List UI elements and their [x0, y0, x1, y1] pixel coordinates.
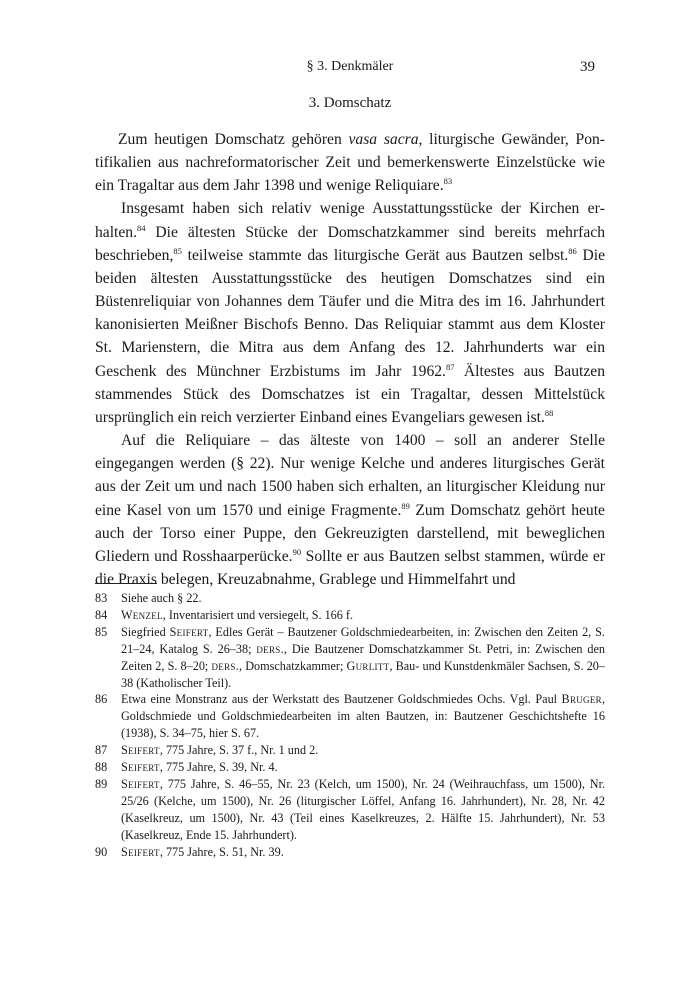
footnote	[95, 742, 605, 759]
text-run: , Inventarisiert und versiegelt, S. 166 f.	[162, 607, 354, 622]
footnote-number: 87	[95, 743, 108, 758]
text-run: , 775 Jahre, S. 46–55, Nr. 23 (Kelch, um 1500), Nr. 24 (Weihrauchfass, um 1500), Nr. 25/26 (Kelche, um 1500), Nr. 26 (liturgischer Löffel, Anfang 16. Jahrhundert), Nr. 28, Nr. 42 (Kaselkreuz, um 1500), Nr. 43 (Teil eines Kaselkreuzes, 2. Hälfte 15. Jahrhundert), Nr. 53 (Kaselkreuz, Ende 15. Jahrhundert).	[121, 776, 605, 842]
text-run: teilweise stammte das liturgische Gerät aus Bautzen selbst.	[181, 246, 569, 264]
paragraph	[95, 197, 605, 429]
footnote	[95, 590, 605, 607]
author-name: Gurlitt	[346, 658, 390, 673]
text-run: , liturgische Gewänder, Pontifikalien aus nachreformatorischer Zeit und bemerkenswerte Einzelstücke wie ein Tragaltar aus dem Jahr 1398 und wenige Reliquiare.	[95, 131, 605, 195]
footnote	[95, 607, 605, 624]
footnote-text	[121, 590, 605, 607]
footnote-reference: 88	[544, 407, 554, 418]
footnote-reference: 90	[292, 546, 302, 557]
author-name: ders.	[256, 641, 284, 656]
footnote	[95, 844, 605, 861]
text-run: , Edles Gerät – Bautzener Goldschmiedearbeiten, in: Zwischen den Zeiten 2, S. 21–24, Katalog S. 26–38;	[121, 624, 605, 656]
footnote-reference: 86	[568, 245, 577, 256]
text-run: , Bau- und Kunstdenkmäler Sachsen, S. 20–38 (Katholischer Teil).	[121, 658, 605, 690]
footnote	[95, 776, 605, 844]
text-run: , 775 Jahre, S. 51, Nr. 39.	[159, 844, 284, 859]
footnote-reference: 83	[443, 176, 453, 187]
footnotes	[95, 590, 605, 861]
footnote-number: 90	[95, 844, 108, 859]
text-run: Siegfried	[121, 624, 170, 639]
footnote-text	[121, 844, 605, 861]
footnote-number: 84	[95, 607, 108, 622]
footnote-text	[121, 624, 605, 692]
footnote-number: 88	[95, 760, 108, 775]
footnote-reference: 84	[137, 222, 146, 233]
author-name: Seifert	[121, 844, 160, 859]
footnote	[95, 759, 605, 776]
running-head	[95, 56, 605, 78]
author-name: ders.	[211, 658, 240, 673]
footnote-reference: 89	[401, 500, 410, 511]
text-run: Die ältesten Stücke der Domschatzkammer sind bereits mehrfach beschrieben,	[95, 223, 605, 264]
footnote-number: 83	[95, 591, 108, 605]
author-name: Seifert	[121, 743, 160, 758]
footnote-number: 89	[95, 776, 108, 791]
text-run: Die beiden ältesten Ausstattungsstücke des heutigen Domschatzes sind ein Büstenreliquiar von Johannes dem Täufer und die Mitra des im 16. Jahrhundert kanonisierten Meißner Bischofs Benno. Das Reliquiar stammt aus dem Kloster St. Marienstern, die Mitra aus dem Anfang des 12. Jahrhunderts war ein Geschenk des Münchner Erzbistums im Jahr 1962.	[95, 246, 605, 380]
footnote	[95, 624, 605, 692]
text-run: Ältestes aus Bautzen stammendes Stück des Domschatzes ist ein Tragaltar, dessen Mittelstück ursprünglich ein reich verzierter Einband eines Evangeliars gewesen ist.	[95, 362, 605, 426]
page-number: 39	[580, 59, 595, 75]
section-title: 3. Domschatz	[308, 95, 392, 111]
footnote-text	[121, 691, 605, 742]
author-name: Seifert	[121, 776, 160, 791]
text-run: Insgesamt haben sich relativ wenige Ausstattungsstücke der Kirchen erhalten.	[95, 200, 605, 241]
italic-text: vasa sacra	[348, 131, 419, 148]
text-run: , Goldschmiede und Goldschmiedearbeiten im alten Bautzen, in: Bautzener Geschichtshefte 16 (1938), S. 34–75, hier S. 67.	[121, 692, 605, 741]
author-name: Wenzel	[121, 607, 163, 622]
text-run: Auf die Reliquiare – das älteste von 1400 – soll an anderer Stelle eingegangen werden (§ 22). Nur wenige Kelche und anderes liturgisches Gerät aus der Zeit um und nach 1500 haben sich erhalten, an liturgischer Kleidung nur eine Kasel von um 1570 und einige Fragmente.	[95, 432, 605, 519]
paragraph	[95, 128, 605, 197]
author-name: Seifert	[169, 624, 209, 639]
author-name: Bruger	[561, 692, 602, 707]
text-run: Siehe auch § 22.	[121, 591, 202, 605]
footnote-text	[121, 776, 605, 844]
text-run: , Die Bautzener Domschatzkammer St. Petri, in: Zwischen den Zeiten 2, S. 8–20;	[121, 641, 605, 673]
footnote-reference: 85	[173, 245, 182, 256]
text-run: , Domschatzkammer;	[239, 658, 347, 673]
author-name: Seifert	[121, 760, 160, 775]
footnote-number: 86	[95, 692, 108, 707]
footnote-text	[121, 759, 605, 776]
text-run: , 775 Jahre, S. 39, Nr. 4.	[159, 760, 278, 775]
footnote-text	[121, 742, 605, 759]
footnote-text	[121, 607, 605, 624]
footnote-number: 85	[95, 624, 108, 639]
footnote	[95, 691, 605, 742]
footnote-reference: 87	[445, 361, 455, 372]
text-run: Etwa eine Monstranz aus der Werkstatt des Bautzener Goldschmiedes Ochs. Vgl. Paul	[121, 692, 562, 707]
text-run: , 775 Jahre, S. 37 f., Nr. 1 und 2.	[159, 743, 319, 758]
text-run: Zum Domschatz gehört heute auch der Torso einer Puppe, den Gekreuzigten darstellend, mit beweglichen Gliedern und Rosshaarperücke.	[95, 501, 605, 565]
footnote-divider	[95, 583, 157, 584]
body-text	[95, 128, 605, 591]
text-run: Sollte er aus Bautzen selbst stammen, würde er die Praxis belegen, Kreuzabnahme, Grablege und Himmelfahrt und	[95, 547, 606, 588]
paragraph	[95, 429, 605, 591]
text-run: Zum heutigen Domschatz gehören	[118, 131, 349, 148]
running-head-title: § 3. Denkmäler	[306, 59, 394, 74]
